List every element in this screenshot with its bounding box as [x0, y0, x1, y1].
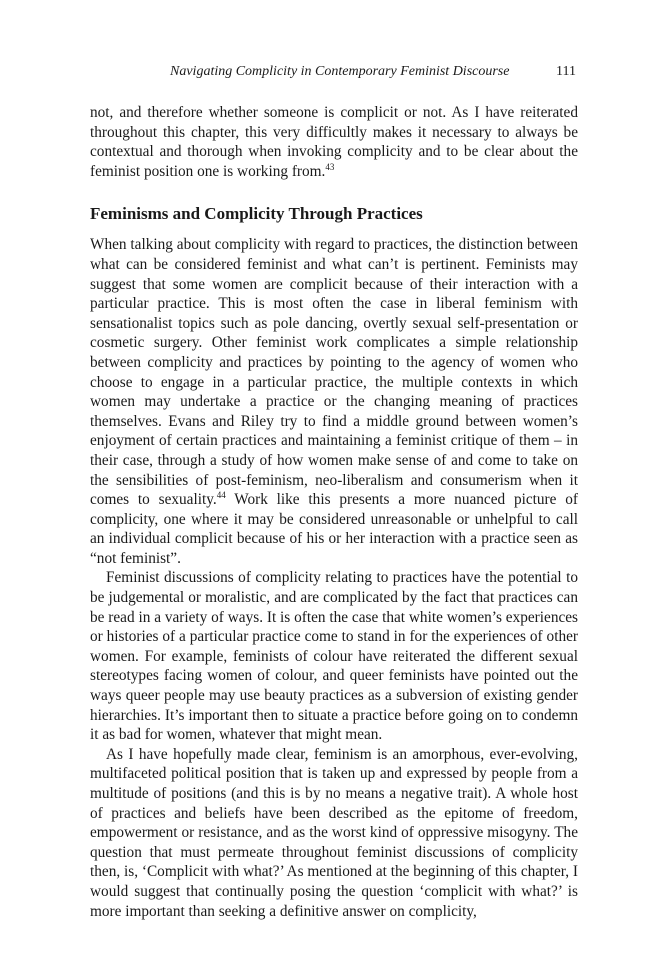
section-paragraph-1-part-2: Work like this presents a more nuanced picture of complicity, one where it may be considered unreasonable or unhelpful to call an individual complicit because of his or her interaction with a practice seen as “not feminist”.	[90, 491, 578, 567]
running-title: Navigating Complicity in Contemporary Feminist Discourse	[170, 64, 510, 79]
section-paragraph-3: As I have hopefully made clear, feminism is an amorphous, ever-evolving, multifaceted political position that is taken up and expressed by people from a multitude of positions (and this is by no means a negative trait). A whole host of practices and beliefs have been described as the epitome of freedom, empowerment or resistance, and as the worst kind of oppressive misogyny. The question that must permeate throughout feminist discussions of complicity then, is, ‘Complicit with what?’ As mentioned at the beginning of this chapter, I would suggest that continually posing the question ‘complicit with what?’ is more important than seeking a definitive answer on complicity,	[90, 745, 578, 920]
page-number: 111	[556, 64, 576, 79]
running-head	[90, 64, 578, 88]
footnote-ref-43: 43	[325, 161, 335, 172]
section-paragraph-2: Feminist discussions of complicity relating to practices have the potential to be judgemental or moralistic, and are complicated by the fact that practices can be read in a variety of ways. It is often the case that white women’s experiences or histories of a particular practice come to stand in for the experiences of other women. For example, feminists of colour have reiterated the different sexual stereotypes facing women of colour, and queer feminists have pointed out the ways queer people may use beauty practices as a subversion of existing gender hierarchies. It’s important then to situate a practice before going on to condemn it as bad for women, whatever that might mean.	[90, 569, 578, 744]
opening-paragraph-text: not, and therefore whether someone is complicit or not. As I have reiterated throughout this chapter, this very difficultly makes it necessary to always be contextual and thorough when invoking complicity and to be clear about the feminist position one is working from.	[90, 104, 578, 180]
book-page	[90, 64, 578, 921]
footnote-ref-44: 44	[216, 490, 226, 501]
section-heading: Feminisms and Complicity Through Practices	[90, 204, 423, 224]
section-paragraph-1-part-1: When talking about complicity with regard to practices, the distinction between what can be considered feminist and what can’t is pertinent. Feminists may suggest that some women are complicit because of their interaction with a particular practice. This is most often the case in liberal feminism with sensationalist topics such as pole dancing, overtly sexual self-presentation or cosmetic surgery. Other feminist work complicates a simple relationship between complicity and practices by pointing to the agency of women who choose to engage in a particular practice, the multiple contexts in which women may undertake a practice or the changing meaning of practices themselves. Evans and Riley try to find a middle ground between women’s enjoyment of certain practices and maintaining a feminist critique of them – in their case, through a study of how women make sense of and come to take on the sensibilities of post-feminism, neo-liberalism and consumerism when it comes to sexuality.	[90, 236, 578, 509]
section-paragraph-1	[90, 235, 578, 568]
opening-paragraph	[90, 103, 578, 181]
